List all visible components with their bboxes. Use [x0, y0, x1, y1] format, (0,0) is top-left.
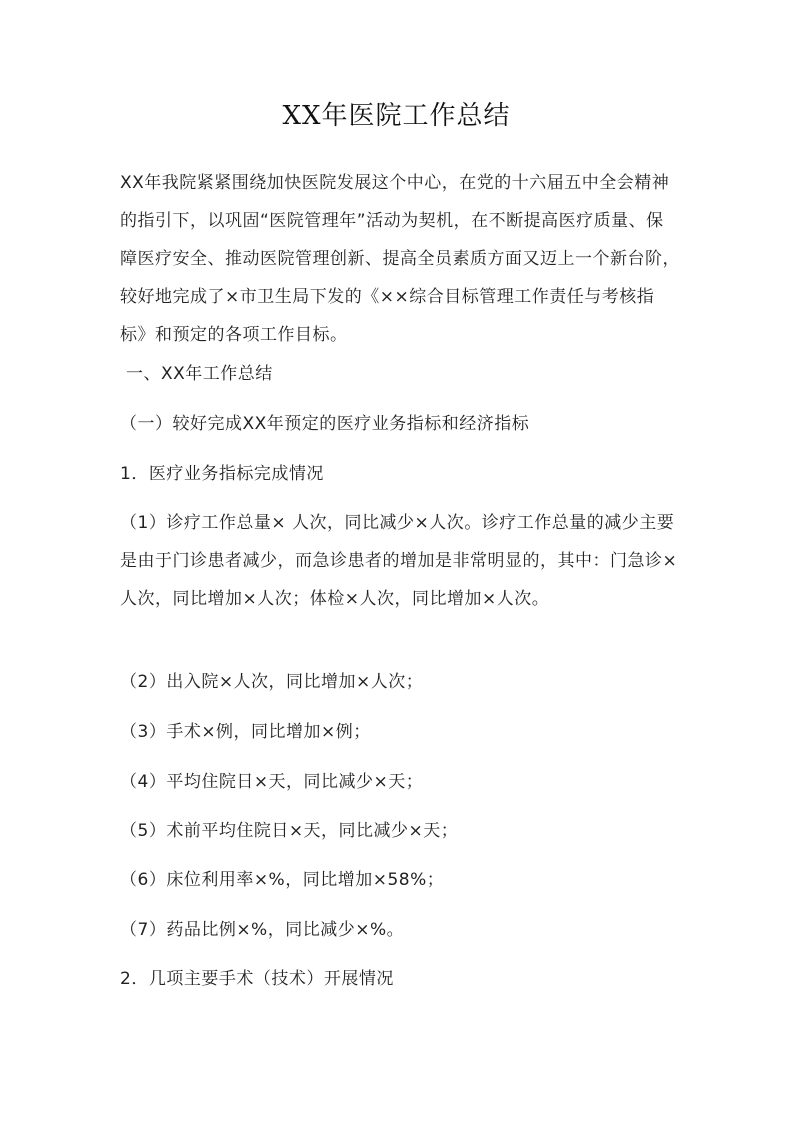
item-heading: 2．几项主要手术（技术）开展情况 — [120, 969, 394, 989]
body-paragraph: （2）出入院×人次，同比增加×人次； — [120, 672, 424, 692]
body-paragraph: （4）平均住院日×天，同比减少×天； — [120, 772, 424, 792]
section-heading: 一、XX年工作总结 — [126, 364, 273, 384]
body-paragraph: （3）手术×例，同比增加×例； — [120, 722, 371, 742]
intro-paragraph: XX年我院紧紧围绕加快医院发展这个中心，在党的十六届五中全会精神的指引下，以巩固“医院管理年”活动为契机，在不断提高医疗质量、保障医疗安全、推动医院管理创新、提高全员素质方面又迈上一个新台阶，较好地完成了×市卫生局下发的《××综合目标管理工作责任与考核指标》和预定的各项工作目标。 — [120, 173, 680, 345]
body-paragraph: （5）术前平均住院日×天，同比减少×天； — [120, 821, 459, 841]
body-paragraph: （1）诊疗工作总量× 人次，同比减少×人次。诊疗工作总量的减少主要是由于门诊患者减少，而急诊患者的增加是非常明显的，其中：门急诊×人次，同比增加×人次；体检×人次，同比增加×人次。 — [120, 513, 678, 609]
body-paragraph: （7）药品比例×%，同比减少×%。 — [120, 920, 405, 940]
subsection-heading: （一）较好完成XX年预定的医疗业务指标和经济指标 — [120, 414, 530, 434]
document-title: XX年医院工作总结 — [282, 101, 511, 131]
item-heading: 1．医疗业务指标完成情况 — [120, 464, 324, 484]
body-paragraph: （6）床位利用率×%，同比增加×58%； — [120, 870, 445, 890]
